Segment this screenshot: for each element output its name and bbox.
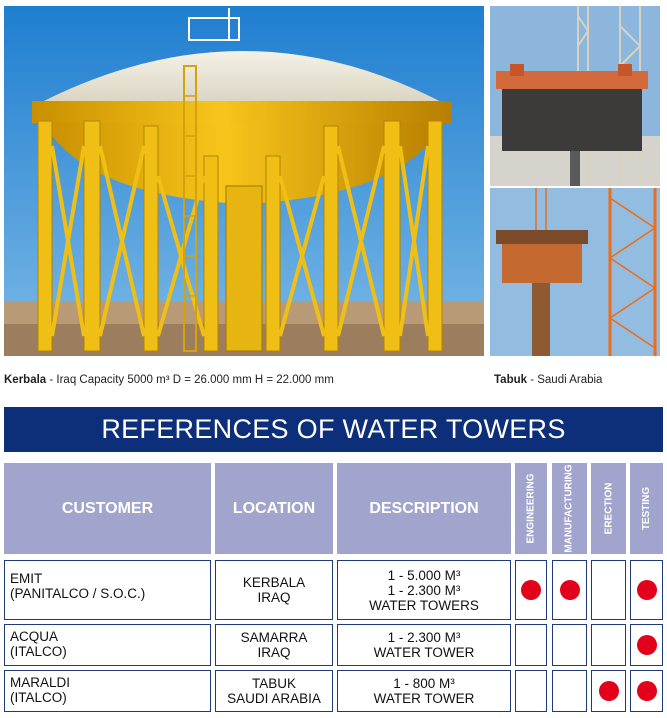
tabuk-caption-text: - Saudi Arabia xyxy=(527,374,603,386)
description-line: WATER TOWER xyxy=(373,691,475,706)
tabuk-caption-place: Tabuk xyxy=(494,374,528,386)
header-engineering-label: ENGINEERING xyxy=(525,473,537,544)
customer-cell xyxy=(4,560,211,620)
location-country: IRAQ xyxy=(257,590,291,605)
kerbala-caption-text: - Iraq Capacity 5000 m³ D = 26.000 mm H = 22.000 mm xyxy=(46,374,334,386)
description-cell xyxy=(337,670,511,712)
references-banner: REFERENCES OF WATER TOWERS xyxy=(4,407,663,452)
customer-name: EMIT xyxy=(10,571,43,586)
header-testing-label: TESTING xyxy=(641,486,652,531)
customer-cell xyxy=(4,670,211,712)
erection-cell xyxy=(591,560,626,620)
table-row xyxy=(4,560,663,620)
location-cell xyxy=(215,560,333,620)
tabuk-tank-lift-photo xyxy=(490,6,660,186)
kerbala-tower-photo xyxy=(4,6,484,356)
header-manufacturing xyxy=(552,463,587,554)
header-location: LOCATION xyxy=(215,463,333,554)
description-line: WATER TOWERS xyxy=(369,597,479,613)
tabuk-caption xyxy=(494,374,602,386)
customer-detail: (PANITALCO / S.O.C.) xyxy=(10,586,146,601)
location-cell xyxy=(215,624,333,666)
header-erection xyxy=(591,463,626,554)
engineering-cell xyxy=(515,670,547,712)
tabuk-tower-construction-photo xyxy=(490,188,660,356)
testing-cell xyxy=(630,670,663,712)
description-line: 1 - 5.000 M³ xyxy=(387,567,461,583)
location-city: TABUK xyxy=(251,676,296,691)
location-country: SAUDI ARABIA xyxy=(227,691,321,706)
table-row xyxy=(4,670,663,712)
description-cell xyxy=(337,624,511,666)
header-description: DESCRIPTION xyxy=(337,463,511,554)
customer-name: ACQUA xyxy=(10,629,59,644)
header-manufacturing-label: MANUFACTURING xyxy=(564,464,576,553)
description-line: 1 - 2.300 M³ xyxy=(387,630,461,645)
header-testing xyxy=(630,463,663,554)
table-row xyxy=(4,624,663,666)
header-engineering xyxy=(515,463,547,554)
kerbala-caption xyxy=(4,374,334,386)
scope-dot xyxy=(560,580,580,600)
location-country: IRAQ xyxy=(257,645,291,660)
header-erection-label: ERECTION xyxy=(603,482,615,535)
manufacturing-cell xyxy=(552,624,587,666)
location-cell xyxy=(215,670,333,712)
customer-detail: (ITALCO) xyxy=(10,644,67,659)
engineering-cell xyxy=(515,560,547,620)
testing-cell xyxy=(630,560,663,620)
customer-cell xyxy=(4,624,211,666)
testing-cell xyxy=(630,624,663,666)
kerbala-caption-place: Kerbala xyxy=(4,374,47,386)
scope-dot xyxy=(599,681,619,701)
erection-cell xyxy=(591,670,626,712)
location-city: SAMARRA xyxy=(240,630,308,645)
manufacturing-cell xyxy=(552,560,587,620)
scope-dot xyxy=(637,681,657,701)
customer-name: MARALDI xyxy=(10,675,71,690)
customer-detail: (ITALCO) xyxy=(10,690,67,705)
description-line: 1 - 800 M³ xyxy=(393,676,455,691)
location-city: KERBALA xyxy=(242,575,306,590)
erection-cell xyxy=(591,624,626,666)
scope-dot xyxy=(521,580,541,600)
engineering-cell xyxy=(515,624,547,666)
manufacturing-cell xyxy=(552,670,587,712)
description-line: 1 - 2.300 M³ xyxy=(387,582,461,598)
description-line: WATER TOWER xyxy=(373,645,475,660)
description-cell xyxy=(337,560,511,620)
scope-dot xyxy=(637,580,657,600)
header-customer: CUSTOMER xyxy=(4,463,211,554)
scope-dot xyxy=(637,635,657,655)
